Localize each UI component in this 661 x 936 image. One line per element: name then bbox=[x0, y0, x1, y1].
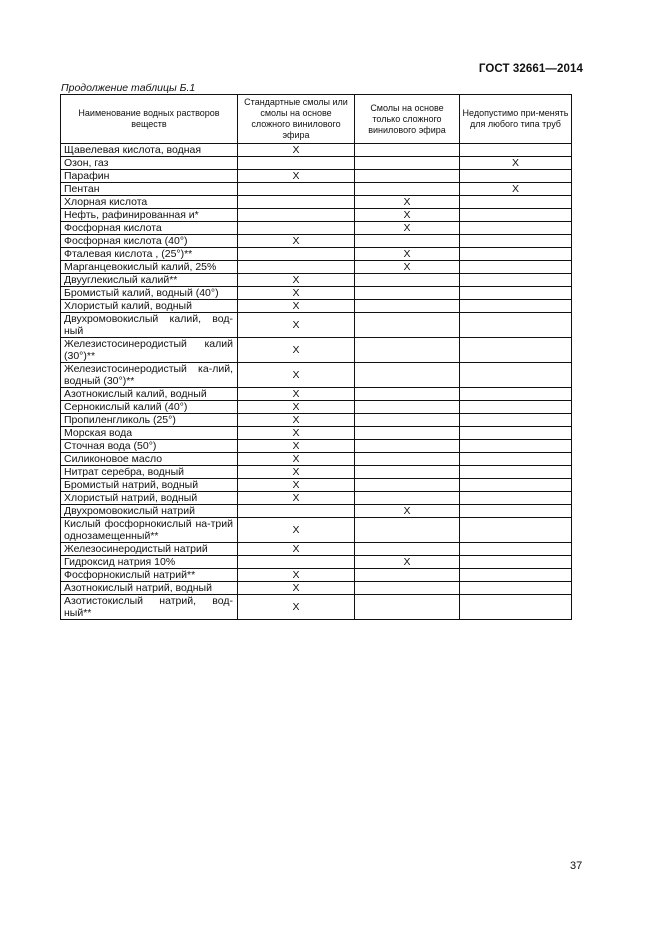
table-header-row bbox=[61, 95, 572, 144]
not-permitted-mark-cell bbox=[460, 427, 572, 440]
table-row bbox=[61, 427, 572, 440]
standard-resin-mark-cell: X bbox=[238, 144, 355, 157]
not-permitted-mark-cell bbox=[460, 248, 572, 261]
standard-resin-mark-cell: X bbox=[238, 466, 355, 479]
vinyl-ester-mark-cell bbox=[355, 388, 460, 401]
not-permitted-mark-cell: X bbox=[460, 157, 572, 170]
vinyl-ester-mark-cell: X bbox=[355, 196, 460, 209]
table-row bbox=[61, 388, 572, 401]
not-permitted-mark-cell bbox=[460, 569, 572, 582]
standard-resin-mark-cell bbox=[238, 222, 355, 235]
not-permitted-mark-cell bbox=[460, 222, 572, 235]
not-permitted-mark-cell bbox=[460, 414, 572, 427]
not-permitted-mark-cell bbox=[460, 466, 572, 479]
table-row bbox=[61, 401, 572, 414]
standard-resin-mark-cell: X bbox=[238, 518, 355, 543]
table-row bbox=[61, 505, 572, 518]
vinyl-ester-mark-cell bbox=[355, 157, 460, 170]
column-header-substance: Наименование водных растворов веществ bbox=[61, 95, 238, 144]
standard-resin-mark-cell: X bbox=[238, 274, 355, 287]
table-row bbox=[61, 170, 572, 183]
substance-name-cell: Нефть, рафинированная и* bbox=[61, 209, 238, 222]
not-permitted-mark-cell bbox=[460, 300, 572, 313]
standard-resin-mark-cell bbox=[238, 556, 355, 569]
substance-name-cell: Пентан bbox=[61, 183, 238, 196]
vinyl-ester-mark-cell bbox=[355, 440, 460, 453]
not-permitted-mark-cell bbox=[460, 479, 572, 492]
document-standard-code: ГОСТ 32661—2014 bbox=[478, 63, 583, 75]
table-row bbox=[61, 287, 572, 300]
standard-resin-mark-cell: X bbox=[238, 543, 355, 556]
substance-name-cell: Нитрат серебра, водный bbox=[61, 466, 238, 479]
column-header-standard-resins: Стандартные смолы или смолы на основе сложного винилового эфира bbox=[238, 95, 355, 144]
standard-resin-mark-cell: X bbox=[238, 414, 355, 427]
vinyl-ester-mark-cell: X bbox=[355, 505, 460, 518]
vinyl-ester-mark-cell bbox=[355, 274, 460, 287]
substance-name-cell: Бромистый калий, водный (40°) bbox=[61, 287, 238, 300]
not-permitted-mark-cell bbox=[460, 582, 572, 595]
vinyl-ester-mark-cell bbox=[355, 466, 460, 479]
table-row bbox=[61, 183, 572, 196]
substance-name-cell: Фосфорная кислота bbox=[61, 222, 238, 235]
vinyl-ester-mark-cell bbox=[355, 183, 460, 196]
substance-name-cell: Фосфорнокислый натрий** bbox=[61, 569, 238, 582]
table-row bbox=[61, 300, 572, 313]
vinyl-ester-mark-cell bbox=[355, 543, 460, 556]
not-permitted-mark-cell bbox=[460, 144, 572, 157]
substance-name-cell: Щавелевая кислота, водная bbox=[61, 144, 238, 157]
vinyl-ester-mark-cell bbox=[355, 338, 460, 363]
vinyl-ester-mark-cell bbox=[355, 313, 460, 338]
substance-name-cell: Двууглекислый калий** bbox=[61, 274, 238, 287]
substance-name-cell: Кислый фосфорнокислый на-трий однозамещенный** bbox=[61, 518, 238, 543]
substance-name-cell: Азотнокислый калий, водный bbox=[61, 388, 238, 401]
vinyl-ester-mark-cell bbox=[355, 582, 460, 595]
standard-resin-mark-cell: X bbox=[238, 313, 355, 338]
substance-name-cell: Марганцевокислый калий, 25% bbox=[61, 261, 238, 274]
substance-name-cell: Азотнокислый натрий, водный bbox=[61, 582, 238, 595]
table-row bbox=[61, 492, 572, 505]
table-row bbox=[61, 313, 572, 338]
chemical-resistance-table bbox=[60, 94, 572, 620]
standard-resin-mark-cell bbox=[238, 505, 355, 518]
not-permitted-mark-cell bbox=[460, 235, 572, 248]
vinyl-ester-mark-cell bbox=[355, 170, 460, 183]
substance-name-cell: Гидроксид натрия 10% bbox=[61, 556, 238, 569]
table-row bbox=[61, 543, 572, 556]
substance-name-cell: Азотистокислый натрий, вод-ный** bbox=[61, 595, 238, 620]
vinyl-ester-mark-cell bbox=[355, 235, 460, 248]
table-row bbox=[61, 196, 572, 209]
standard-resin-mark-cell: X bbox=[238, 492, 355, 505]
substance-name-cell: Фталевая кислота , (25°)** bbox=[61, 248, 238, 261]
vinyl-ester-mark-cell bbox=[355, 144, 460, 157]
standard-resin-mark-cell bbox=[238, 261, 355, 274]
table-row bbox=[61, 556, 572, 569]
not-permitted-mark-cell bbox=[460, 440, 572, 453]
page-number: 37 bbox=[570, 860, 583, 872]
vinyl-ester-mark-cell bbox=[355, 414, 460, 427]
standard-resin-mark-cell: X bbox=[238, 388, 355, 401]
table-row bbox=[61, 338, 572, 363]
table-row bbox=[61, 222, 572, 235]
table-row bbox=[61, 582, 572, 595]
standard-resin-mark-cell: X bbox=[238, 401, 355, 414]
substance-name-cell: Морская вода bbox=[61, 427, 238, 440]
standard-resin-mark-cell: X bbox=[238, 300, 355, 313]
table-row bbox=[61, 414, 572, 427]
not-permitted-mark-cell bbox=[460, 388, 572, 401]
not-permitted-mark-cell: X bbox=[460, 183, 572, 196]
standard-resin-mark-cell: X bbox=[238, 287, 355, 300]
not-permitted-mark-cell bbox=[460, 543, 572, 556]
column-header-vinyl-ester-resins: Смолы на основе только сложного винилового эфира bbox=[355, 95, 460, 144]
vinyl-ester-mark-cell bbox=[355, 518, 460, 543]
vinyl-ester-mark-cell bbox=[355, 287, 460, 300]
standard-resin-mark-cell: X bbox=[238, 170, 355, 183]
substance-name-cell: Хлористый натрий, водный bbox=[61, 492, 238, 505]
vinyl-ester-mark-cell bbox=[355, 401, 460, 414]
substance-name-cell: Двухромовокислый натрий bbox=[61, 505, 238, 518]
table-row bbox=[61, 518, 572, 543]
standard-resin-mark-cell: X bbox=[238, 427, 355, 440]
not-permitted-mark-cell bbox=[460, 261, 572, 274]
not-permitted-mark-cell bbox=[460, 453, 572, 466]
not-permitted-mark-cell bbox=[460, 556, 572, 569]
substance-name-cell: Бромистый натрий, водный bbox=[61, 479, 238, 492]
vinyl-ester-mark-cell bbox=[355, 492, 460, 505]
vinyl-ester-mark-cell bbox=[355, 300, 460, 313]
substance-name-cell: Хлорная кислота bbox=[61, 196, 238, 209]
standard-resin-mark-cell: X bbox=[238, 479, 355, 492]
standard-resin-mark-cell: X bbox=[238, 235, 355, 248]
not-permitted-mark-cell bbox=[460, 338, 572, 363]
substance-name-cell: Железосинеродистый натрий bbox=[61, 543, 238, 556]
table-row bbox=[61, 274, 572, 287]
vinyl-ester-mark-cell bbox=[355, 427, 460, 440]
vinyl-ester-mark-cell: X bbox=[355, 209, 460, 222]
not-permitted-mark-cell bbox=[460, 505, 572, 518]
not-permitted-mark-cell bbox=[460, 492, 572, 505]
substance-name-cell: Озон, газ bbox=[61, 157, 238, 170]
table-row bbox=[61, 157, 572, 170]
vinyl-ester-mark-cell bbox=[355, 595, 460, 620]
vinyl-ester-mark-cell: X bbox=[355, 248, 460, 261]
substance-name-cell: Парафин bbox=[61, 170, 238, 183]
standard-resin-mark-cell: X bbox=[238, 595, 355, 620]
substance-name-cell: Железистосинеродистый ка-лий, водный (30°)** bbox=[61, 363, 238, 388]
substance-name-cell: Хлористый калий, водный bbox=[61, 300, 238, 313]
vinyl-ester-mark-cell: X bbox=[355, 261, 460, 274]
table-row bbox=[61, 595, 572, 620]
standard-resin-mark-cell bbox=[238, 209, 355, 222]
not-permitted-mark-cell bbox=[460, 170, 572, 183]
not-permitted-mark-cell bbox=[460, 196, 572, 209]
vinyl-ester-mark-cell bbox=[355, 453, 460, 466]
standard-resin-mark-cell bbox=[238, 157, 355, 170]
standard-resin-mark-cell: X bbox=[238, 582, 355, 595]
substance-name-cell: Двухромовокислый калий, вод-ный bbox=[61, 313, 238, 338]
standard-resin-mark-cell: X bbox=[238, 569, 355, 582]
substance-name-cell: Пропиленгликоль (25°) bbox=[61, 414, 238, 427]
table-row bbox=[61, 261, 572, 274]
column-header-not-permitted: Недопустимо при-менять для любого типа труб bbox=[460, 95, 572, 144]
not-permitted-mark-cell bbox=[460, 401, 572, 414]
vinyl-ester-mark-cell: X bbox=[355, 556, 460, 569]
vinyl-ester-mark-cell: X bbox=[355, 222, 460, 235]
substance-name-cell: Фосфорная кислота (40°) bbox=[61, 235, 238, 248]
standard-resin-mark-cell: X bbox=[238, 440, 355, 453]
not-permitted-mark-cell bbox=[460, 287, 572, 300]
not-permitted-mark-cell bbox=[460, 274, 572, 287]
not-permitted-mark-cell bbox=[460, 363, 572, 388]
table-row bbox=[61, 235, 572, 248]
vinyl-ester-mark-cell bbox=[355, 569, 460, 582]
table-row bbox=[61, 479, 572, 492]
table-row bbox=[61, 209, 572, 222]
standard-resin-mark-cell: X bbox=[238, 338, 355, 363]
table-row bbox=[61, 144, 572, 157]
not-permitted-mark-cell bbox=[460, 209, 572, 222]
table-row bbox=[61, 569, 572, 582]
not-permitted-mark-cell bbox=[460, 595, 572, 620]
standard-resin-mark-cell: X bbox=[238, 453, 355, 466]
substance-name-cell: Силиконовое масло bbox=[61, 453, 238, 466]
substance-name-cell: Железистосинеродистый калий (30°)** bbox=[61, 338, 238, 363]
table-row bbox=[61, 440, 572, 453]
table-row bbox=[61, 248, 572, 261]
table-row bbox=[61, 453, 572, 466]
standard-resin-mark-cell bbox=[238, 248, 355, 261]
standard-resin-mark-cell: X bbox=[238, 363, 355, 388]
substance-name-cell: Сточная вода (50°) bbox=[61, 440, 238, 453]
standard-resin-mark-cell bbox=[238, 183, 355, 196]
table-caption: Продолжение таблицы Б.1 bbox=[61, 82, 196, 94]
table-row bbox=[61, 363, 572, 388]
not-permitted-mark-cell bbox=[460, 313, 572, 338]
substance-name-cell: Сернокислый калий (40°) bbox=[61, 401, 238, 414]
not-permitted-mark-cell bbox=[460, 518, 572, 543]
table-row bbox=[61, 466, 572, 479]
vinyl-ester-mark-cell bbox=[355, 479, 460, 492]
standard-resin-mark-cell bbox=[238, 196, 355, 209]
vinyl-ester-mark-cell bbox=[355, 363, 460, 388]
